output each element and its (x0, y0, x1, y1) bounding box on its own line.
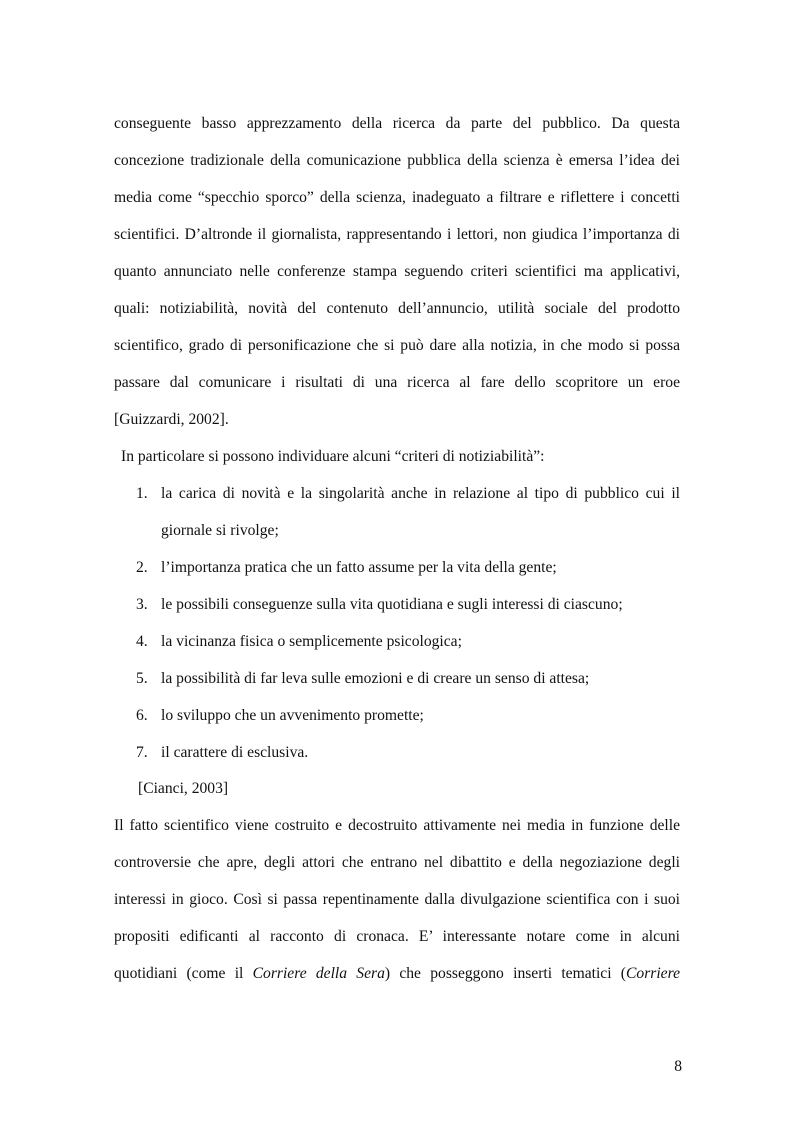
list-item-1-continuation: giornale si rivolge; (161, 522, 279, 539)
page-number: 8 (674, 1058, 682, 1075)
paragraph-1-line-5: quanto annunciato nelle conferenze stampa seguendo criteri scientifici ma applicativi, (114, 263, 680, 280)
paragraph-2-line-3: interessi in gioco. Così si passa repentinamente dalla divulgazione scientifica con i suoi (114, 891, 680, 908)
citation: [Cianci, 2003] (138, 780, 229, 797)
paragraph-1-line-9: [Guizzardi, 2002]. (114, 411, 229, 428)
list-number: 1. (136, 485, 148, 502)
paragraph-1-line-6: quali: notiziabilità, novità del contenuto dell’annuncio, utilità sociale del prodotto (114, 300, 680, 317)
list-text: il carattere di esclusiva. (161, 744, 309, 761)
list-number: 4. (136, 633, 148, 650)
italic-newspaper-name: Corriere della Sera (252, 965, 385, 982)
list-text: la vicinanza fisica o semplicemente psicologica; (161, 633, 462, 650)
list-text: le possibili conseguenze sulla vita quotidiana e sugli interessi di ciascuno; (161, 596, 623, 613)
list-text: la carica di novità e la singolarità anche in relazione al tipo di pubblico cui il (161, 485, 680, 502)
list-item-2 (136, 558, 557, 578)
paragraph-2-line-5 (114, 964, 680, 984)
list-number: 3. (136, 596, 148, 613)
italic-newspaper-name: Corriere (626, 965, 681, 982)
list-text: lo sviluppo che un avvenimento promette; (161, 707, 424, 724)
paragraph-1-line-7: scientifico, grado di personificazione che si può dare alla notizia, in che modo si possa (114, 337, 680, 354)
list-number: 5. (136, 670, 148, 687)
list-item-1 (136, 484, 680, 504)
paragraph-1-line-2: concezione tradizionale della comunicazione pubblica della scienza è emersa l’idea dei (114, 152, 680, 169)
list-item-4 (136, 632, 462, 652)
list-text: la possibilità di far leva sulle emozioni e di creare un senso di attesa; (161, 670, 590, 687)
list-item-6 (136, 706, 424, 726)
paragraph-1-line-8: passare dal comunicare i risultati di una ricerca al fare dello scopritore un eroe (114, 374, 680, 391)
list-item-5 (136, 669, 590, 689)
paragraph-1-line-4: scientifici. D’altronde il giornalista, rappresentando i lettori, non giudica l’importanza di (114, 226, 680, 243)
list-text: l’importanza pratica che un fatto assume per la vita della gente; (161, 559, 557, 576)
list-item-3 (136, 595, 623, 615)
paragraph-1-line-3: media come “specchio sporco” della scienza, inadeguato a filtrare e riflettere i concetti (114, 189, 680, 206)
paragraph-2-line-2: controversie che apre, degli attori che entrano nel dibattito e della negoziazione degli (114, 854, 680, 871)
paragraph-2-line-4: propositi edificanti al racconto di cronaca. E’ interessante notare come in alcuni (114, 928, 680, 945)
paragraph-2-line-1: Il fatto scientifico viene costruito e decostruito attivamente nei media in funzione delle (114, 817, 680, 834)
list-number: 6. (136, 707, 148, 724)
list-number: 7. (136, 744, 148, 761)
list-intro: In particolare si possono individuare alcuni “criteri di notiziabilità”: (121, 448, 545, 465)
text-run: quotidiani (come il (114, 965, 253, 982)
text-run: ) che posseggono inserti tematici ( (384, 965, 627, 982)
paragraph-1-line-1: conseguente basso apprezzamento della ricerca da parte del pubblico. Da questa (114, 115, 680, 132)
list-number: 2. (136, 559, 148, 576)
list-item-7 (136, 743, 309, 763)
